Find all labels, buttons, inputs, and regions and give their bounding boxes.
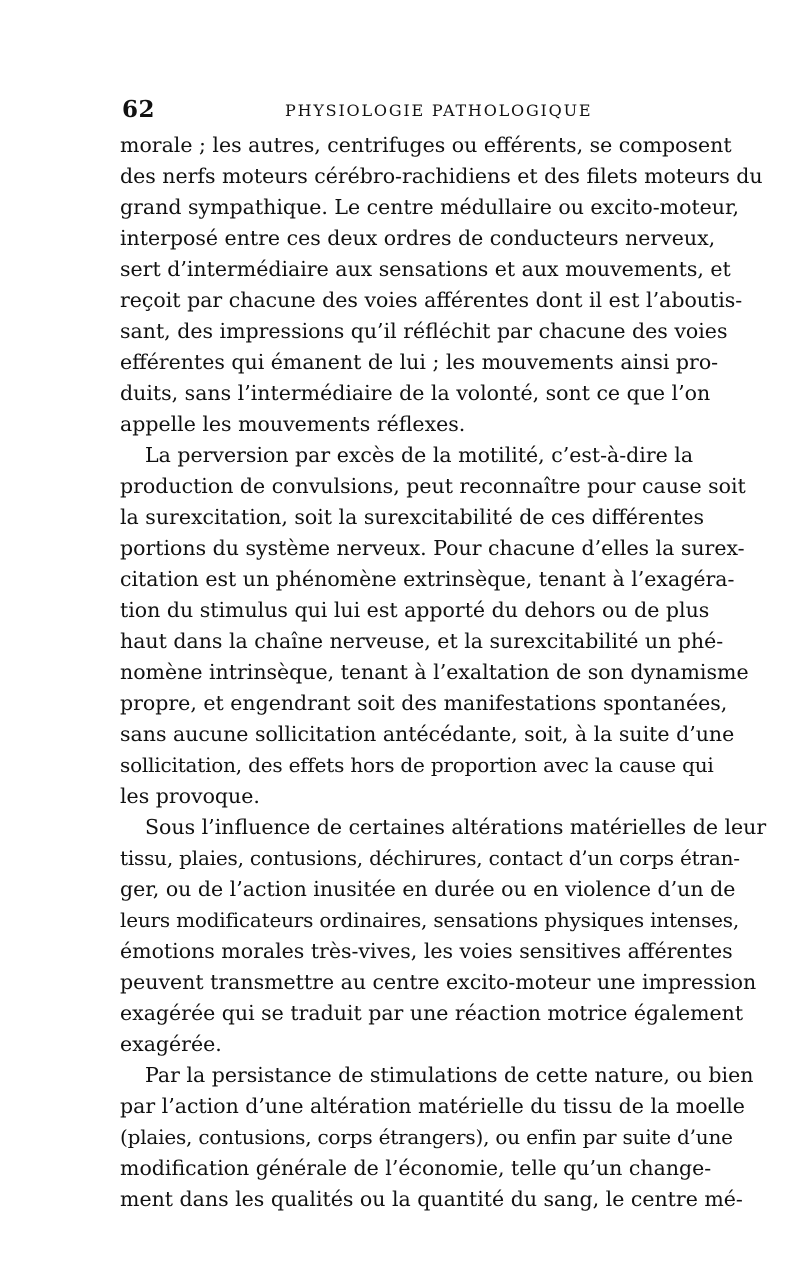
text-line: leurs modificateurs ordinaires, sensations physiques intenses, [120,908,740,932]
text-line: tion du stimulus qui lui est apporté du dehors ou de plus [120,598,710,622]
text-line: citation est un phénomène extrinsèque, tenant à l’exagéra- [120,567,735,591]
running-title: PHYSIOLOGIE PATHOLOGIQUE [285,101,593,120]
paragraph-last-line: appelle les mouvements réflexes. [120,412,466,436]
text-line: peuvent transmettre au centre excito-moteur une impression [120,970,757,994]
text-line: modification générale de l’économie, telle qu’un change- [120,1156,712,1180]
text-line: production de convulsions, peut reconnaître pour cause soit [120,474,746,498]
text-line: duits, sans l’intermédiaire de la volonté, sont ce que l’on [120,381,711,405]
text-line: ger, ou de l’action inusitée en durée ou en violence d’un de [120,877,736,901]
text-line: portions du système nerveux. Pour chacune d’elles la surex- [120,536,745,560]
text-line: propre, et engendrant soit des manifestations spontanées, [120,691,728,715]
text-line: sant, des impressions qu’il réfléchit par chacune des voies [120,319,728,343]
page-number: 62 [122,96,156,123]
text-line: exagérée qui se traduit par une réaction motrice également [120,1001,744,1025]
body-text [120,130,767,1215]
text-line: des nerfs moteurs cérébro-rachidiens et des filets moteurs du [120,164,763,188]
text-line: grand sympathique. Le centre médullaire ou excito-moteur, [120,195,740,219]
text-line: interposé entre ces deux ordres de conducteurs nerveux, [120,226,716,250]
text-line: sollicitation, des effets hors de proportion avec la cause qui [120,753,714,777]
paragraph-last-line: exagérée. [120,1032,222,1056]
text-line: reçoit par chacune des voies afférentes dont il est l’aboutis- [120,288,743,312]
text-line: morale ; les autres, centrifuges ou efférents, se composent [120,133,732,157]
text-line: efférentes qui émanent de lui ; les mouvements ainsi pro- [120,350,719,374]
page-header [122,96,682,126]
text-line: (plaies, contusions, corps étrangers), ou enfin par suite d’une [120,1125,733,1149]
text-line: nomène intrinsèque, tenant à l’exaltation de son dynamisme [120,660,749,684]
paragraph-last-line: les provoque. [120,784,260,808]
paragraph-first-line: Sous l’influence de certaines altérations matérielles de leur [145,815,767,839]
text-line: par l’action d’une altération matérielle du tissu de la moelle [120,1094,745,1118]
text-line: sans aucune sollicitation antécédante, soit, à la suite d’une [120,722,735,746]
paragraph-first-line: La perversion par excès de la motilité, c’est-à-dire la [145,443,694,467]
text-line: haut dans la chaîne nerveuse, et la surexcitabilité un phé- [120,629,724,653]
text-line: sert d’intermédiaire aux sensations et aux mouvements, et [120,257,731,281]
text-line: la surexcitation, soit la surexcitabilité de ces différentes [120,505,705,529]
paragraph-first-line: Par la persistance de stimulations de cette nature, ou bien [145,1063,754,1087]
text-line: émotions morales très-vives, les voies sensitives afférentes [120,939,733,963]
text-line: tissu, plaies, contusions, déchirures, contact d’un corps étran- [120,846,740,870]
text-line: ment dans les qualités ou la quantité du sang, le centre mé- [120,1187,743,1211]
